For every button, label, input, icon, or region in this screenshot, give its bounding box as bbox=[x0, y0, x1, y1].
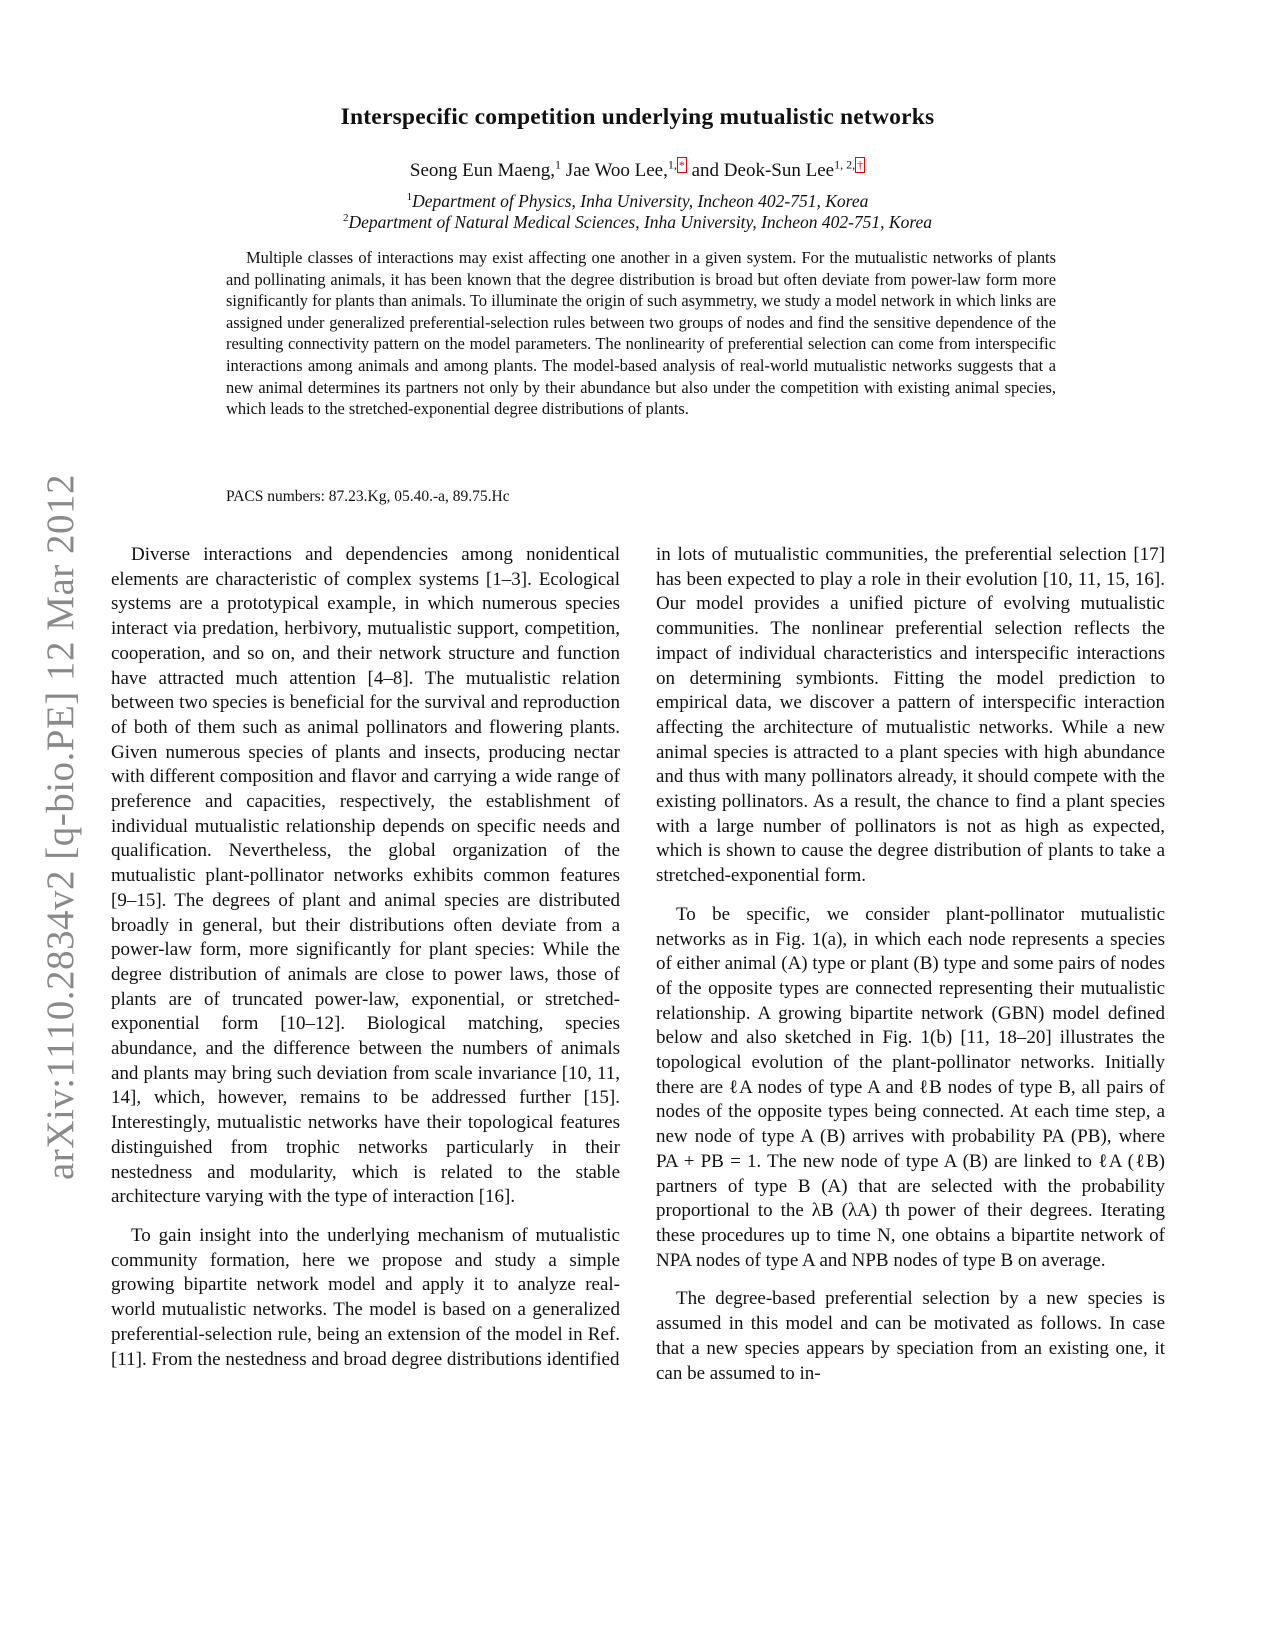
author-1: Seong Eun Maeng, bbox=[409, 160, 556, 181]
right-paragraph-2: To be specific, we consider plant-pollinator mutualistic networks as in Fig. 1(a), in which each node represents a species of either animal (A) type or plant (B) type and some pairs of nodes of the opposite types are connected representing their mutualistic relationship. A growing bipartite network (GBN) model defined below and also sketched in Fig. 1(b) [11, 18–20] illustrates the topological evolution of the plant-pollinator networks. Initially there are ℓA nodes of type A and ℓB nodes of type B, all pairs of nodes of the opposite types being connected. At each time step, a new node of type A (B) arrives with probability PA (PB), where PA + PB = 1. The new node of type A (B) are linked to ℓA (ℓB) partners of type B (A) that are selected with the probability proportional to the λB (λA) th power of their degrees. Iterating these procedures up to time N, one obtains a bipartite network of NPA nodes of type A and NPB nodes of type B on average. bbox=[656, 903, 1165, 1271]
right-paragraph-3: The degree-based preferential selection by a new species is assumed in this model and can be motivated as follows. In case that a new species appears by speciation from an existing one, it can be assumed to in- bbox=[656, 1288, 1165, 1384]
affiliation-2 bbox=[0, 212, 1275, 233]
affiliation-2-number: 2 bbox=[342, 212, 349, 225]
left-paragraph-2: To gain insight into the underlying mechanism of mutualistic community formation, here we propose and study a simple growing bipartite network model and apply it to analyze real-world mutualistic networks. The model is based on a generalized preferential-selection rule, being an extension of the model in Ref. [11]. From the nestedness and broad degree distributions identified bbox=[111, 1224, 620, 1370]
affiliation-1-text: Department of Physics, Inha University, Incheon 402-751, Korea bbox=[412, 191, 869, 211]
author-1-affiliation: 1 bbox=[555, 157, 562, 172]
left-paragraph-1: Diverse interactions and dependencies among nonidentical elements are characteristic of complex systems [1–3]. Ecological systems are a prototypical example, in which numerous species interact via predation, herbivory, mutualistic support, competition, cooperation, and so on, and their network structure and function have attracted much attention [4–8]. The mutualistic relation between two species is beneficial for the survival and reproduction of both of them such as animal pollinators and flowering plants. Given numerous species of plants and insects, producing nectar with different composition and flavor and carrying a wide range of preference and capacities, respectively, the establishment of individual mutualistic relationship depends on specific needs and qualification. Nevertheless, the global organization of the mutualistic plant-pollinator networks exhibits common features [9–15]. The degrees of plant and animal species are distributed broadly in general, but their distributions often deviate from a power-law form, more significantly for plant species: While the degree distribution of animals are close to power laws, those of plants are of truncated power-law, exponential, or stretched-exponential form [10–12]. Biological matching, species abundance, and the difference between the numbers of animals and plants may bring such deviation from scale invariance [10, 11, 14], which, however, remains to be addressed further [15]. Interestingly, mutualistic networks have their topological features distinguished from trophic networks particularly in their nestedness and modularity, which is related to the stable architecture varying with the type of interaction [16]. bbox=[111, 544, 620, 1208]
arxiv-identifier: arXiv:1110.2834v2 [q-bio.PE] 12 Mar 2012 bbox=[39, 473, 82, 1180]
affiliation-1-number: 1 bbox=[406, 191, 413, 204]
author-3: Deok-Sun Lee bbox=[723, 160, 835, 181]
right-column bbox=[656, 543, 1165, 1400]
author-2-affiliation: 1, bbox=[667, 157, 677, 172]
author-3-affiliation: 1, 2, bbox=[834, 157, 856, 172]
author-2-footnote-link[interactable]: * bbox=[678, 157, 685, 172]
affiliation-2-text: Department of Natural Medical Sciences, Inha University, Incheon 402-751, Korea bbox=[348, 212, 933, 232]
left-column bbox=[111, 543, 620, 1386]
pacs-numbers: PACS numbers: 87.23.Kg, 05.40.-a, 89.75.Hc bbox=[226, 488, 510, 505]
affiliation-1 bbox=[0, 191, 1275, 212]
author-3-footnote-link[interactable]: † bbox=[857, 157, 864, 172]
paper-title: Interspecific competition underlying mutualistic networks bbox=[340, 104, 935, 130]
author-list bbox=[0, 157, 1275, 182]
abstract: Multiple classes of interactions may exist affecting one another in a given system. For the mutualistic networks of plants and pollinating animals, it has been known that the degree distribution is broad but often deviate from power-law form more significantly for plants than animals. To illuminate the origin of such asymmetry, we study a model network in which links are assigned under generalized preferential-selection rules between two groups of nodes and find the sensitive dependence of the resulting connectivity pattern on the model parameters. The nonlinearity of preferential selection can come from interspecific interactions among animals and among plants. The model-based analysis of real-world mutualistic networks suggests that a new animal determines its partners not only by their abundance but also under the competition with existing animal species, which leads to the stretched-exponential degree distributions of plants. bbox=[226, 248, 1056, 419]
author-conjunction: and bbox=[691, 160, 720, 181]
right-paragraph-1: in lots of mutualistic communities, the preferential selection [17] has been expected to play a role in their evolution [10, 11, 15, 16]. Our model provides a unified picture of evolving mutualistic communities. The nonlinear preferential selection reflects the impact of individual characteristics and interspecific interactions on determining symbionts. Fitting the model prediction to empirical data, we discover a pattern of interspecific interaction affecting the architecture of mutualistic networks. While a new animal species is attracted to a plant species with high abundance and thus with many pollinators already, it should compete with the existing pollinators. As a result, the chance to find a plant species with a large number of pollinators is not as high as expected, which is shown to cause the degree distribution of plants to take a stretched-exponential form. bbox=[656, 544, 1165, 887]
author-2: Jae Woo Lee, bbox=[565, 160, 668, 181]
